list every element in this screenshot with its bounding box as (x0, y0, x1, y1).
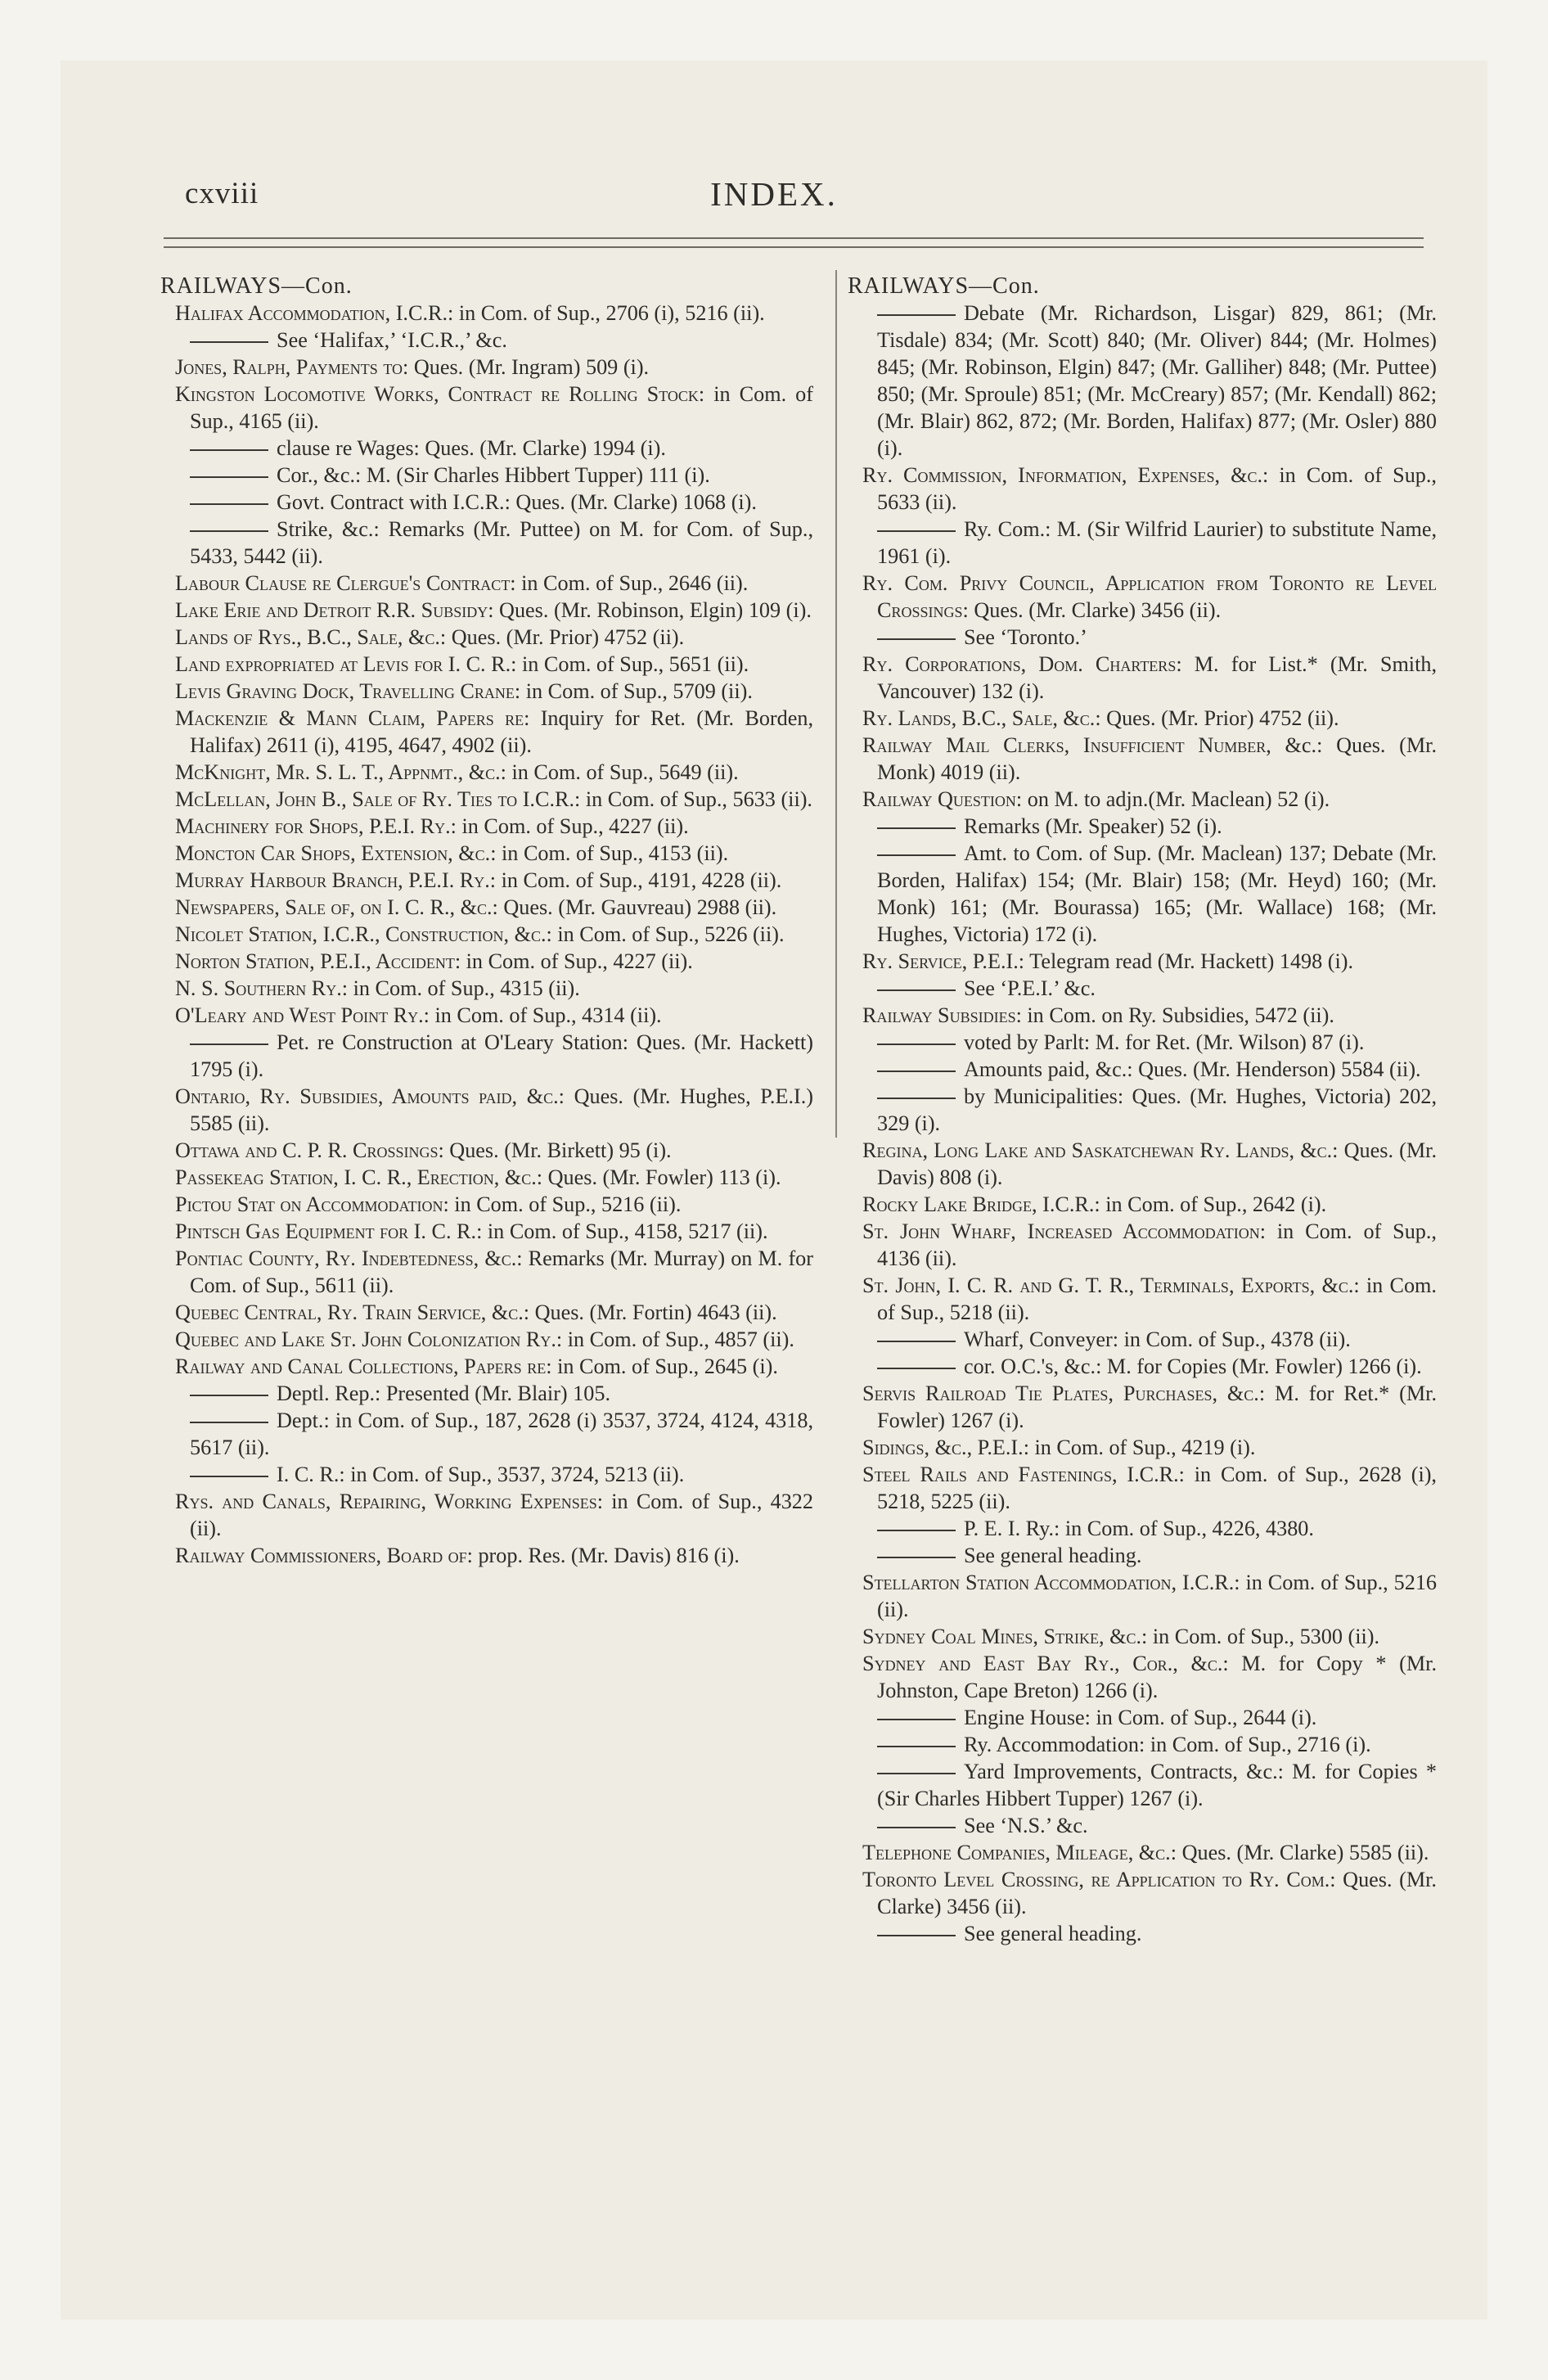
entry-heading: St. John, I. C. R. and G. T. R., Terminals, Exports, &c.: (862, 1273, 1360, 1297)
ditto-dash (190, 1044, 268, 1045)
entry-text: Strike, &c.: Remarks (Mr. Puttee) on M. for Com. of Sup., 5433, 5442 (ii). (190, 517, 813, 568)
entry-heading: McLellan, John B., Sale of Ry. Ties to I.C.R.: (175, 787, 581, 811)
index-entry (160, 1029, 813, 1083)
index-entry (160, 1002, 813, 1029)
entry-heading: Land expropriated at Levis for I. C. R.: (175, 652, 517, 676)
ditto-dash (877, 1341, 956, 1342)
index-entry (848, 1137, 1437, 1191)
entry-heading: Ry. Com. Privy Council, Application from Toronto re Level Crossings: (862, 571, 1437, 622)
entry-heading: Ry. Commission, Information, Expenses, &c.: (862, 463, 1269, 487)
index-entry (848, 570, 1437, 624)
index-entry (160, 1353, 813, 1380)
index-entry (160, 1191, 813, 1218)
entry-heading: Pintsch Gas Equipment for I. C. R.: (175, 1219, 483, 1243)
entry-text: M. for Copy * (Mr. Johnston, Cape Breton) 1266 (i). (877, 1652, 1437, 1702)
index-entry (848, 1218, 1437, 1272)
entry-text: I. C. R.: in Com. of Sup., 3537, 3724, 5213 (ii). (277, 1463, 685, 1486)
index-entry (848, 1083, 1437, 1137)
index-entry (160, 651, 813, 678)
header-rule-top (164, 237, 1424, 239)
entry-heading: Rocky Lake Bridge, I.C.R.: (862, 1192, 1100, 1216)
entry-text: M. for List.* (Mr. Smith, Vancouver) 132 (i). (877, 652, 1438, 703)
index-entry (848, 1380, 1437, 1434)
index-entry (848, 1623, 1437, 1650)
index-entry (848, 1002, 1437, 1029)
index-entry (160, 948, 813, 975)
entry-text: See ‘P.E.I.’ &c. (964, 976, 1096, 1000)
entry-text: in Com. of Sup., 4227 (ii). (461, 949, 693, 973)
entry-text: clause re Wages: Ques. (Mr. Clarke) 1994 (i). (277, 436, 666, 460)
left-section-heading: RAILWAYS—Con. (160, 273, 353, 299)
entry-heading: Nicolet Station, I.C.R., Construction, &c.: (175, 922, 552, 946)
entry-text: Ques. (Mr. Hughes, P.E.I.) 5585 (ii). (190, 1084, 813, 1135)
index-entry (160, 813, 813, 840)
index-entry (160, 786, 813, 813)
entry-heading: Halifax Accommodation, (175, 301, 391, 325)
index-entry (160, 516, 813, 570)
entry-heading: Ottawa and C. P. R. Crossings: (175, 1138, 444, 1162)
entry-text: Cor., &c.: M. (Sir Charles Hibbert Tupper) 111 (i). (277, 463, 710, 487)
index-entry (160, 1137, 813, 1164)
entry-heading: Steel Rails and Fastenings, I.C.R.: (862, 1463, 1185, 1486)
entry-heading: Ry. Service, P.E.I.: (862, 949, 1025, 973)
ditto-dash (190, 503, 268, 505)
entry-text: Ques. (Mr. Clarke) 3456 (ii). (968, 598, 1222, 622)
index-entry (160, 678, 813, 705)
entry-text: Ques. (Mr. Davis) 808 (i). (877, 1138, 1437, 1189)
entry-text: prop. Res. (Mr. Davis) 816 (i). (472, 1544, 740, 1567)
right-entry-list (848, 300, 1437, 1947)
index-entry (160, 840, 813, 867)
ditto-dash (190, 449, 268, 451)
page-title: INDEX. (710, 175, 838, 213)
entry-heading: Ry. Lands, B.C., Sale, &c.: (862, 706, 1101, 730)
entry-heading: Railway Mail Clerks, Insufficient Number, (862, 733, 1271, 757)
entry-text: Remarks (Mr. Speaker) 52 (i). (964, 814, 1222, 838)
ditto-dash (877, 1773, 956, 1774)
index-entry (848, 1515, 1437, 1542)
ditto-dash (877, 1071, 956, 1072)
column-divider (835, 270, 837, 1138)
entry-text: Ques. (Mr. Prior) 4752 (ii). (1100, 706, 1339, 730)
entry-text: Amt. to Com. of Sup. (Mr. Maclean) 137; Debate (Mr. Borden, Halifax) 154; (Mr. Blair) 158; (Mr. Heyd) 160; (Mr. Monk) 161; (Mr. Bourassa) 165; (Mr. Wallace) 168; (Mr. Hughes, Victoria) 172 (i). (877, 841, 1437, 946)
entry-heading: Pontiac County, Ry. Indebtedness, &c.: (175, 1246, 523, 1270)
index-entry (160, 462, 813, 489)
entry-text: in Com. of Sup., 5633 (ii). (877, 463, 1437, 514)
ditto-dash (877, 854, 956, 856)
entry-text: Deptl. Rep.: Presented (Mr. Blair) 105. (277, 1382, 611, 1405)
entry-text: in Com. of Sup., 4857 (ii). (562, 1327, 794, 1351)
index-entry (848, 1650, 1437, 1704)
index-entry (848, 1920, 1437, 1947)
entry-heading: Lands of Rys., B.C., Sale, &c.: (175, 625, 447, 649)
entry-heading: Ontario, Ry. Subsidies, Amounts paid, &c.: (175, 1084, 565, 1108)
entry-text: in Com. of Sup., 5218 (ii). (877, 1273, 1437, 1324)
ditto-dash (877, 1098, 956, 1099)
entry-text: in Com. of Sup., 2645 (i). (551, 1355, 778, 1378)
entry-heading: N. S. Southern Ry.: (175, 976, 349, 1000)
index-entry (160, 489, 813, 516)
entry-text: Ques. (Mr. Clarke) 3456 (ii). (877, 1868, 1437, 1918)
index-entry (160, 705, 813, 759)
entry-text: in Com. of Sup., 4165 (ii). (190, 382, 813, 433)
entry-text: in Com. of Sup., 4153 (ii). (496, 841, 729, 865)
index-entry (848, 948, 1437, 975)
ditto-dash (877, 989, 956, 991)
entry-text: Wharf, Conveyer: in Com. of Sup., 4378 (ii). (964, 1327, 1351, 1351)
index-entry (160, 1245, 813, 1299)
entry-text: in Com. of Sup., 2646 (ii). (515, 571, 749, 595)
entry-heading: Levis Graving Dock, Travelling Crane: (175, 679, 521, 703)
entry-text: See general heading. (964, 1544, 1142, 1567)
index-entry (848, 1326, 1437, 1353)
entry-text: Ques. (Mr. Fortin) 4643 (ii). (529, 1300, 777, 1324)
entry-heading: Mackenzie & Mann Claim, Papers re: (175, 706, 530, 730)
entry-text: &c.: Ques. (Mr. Monk) 4019 (ii). (877, 733, 1437, 784)
entry-text: by Municipalities: Ques. (Mr. Hughes, Victoria) 202, 329 (i). (877, 1084, 1437, 1135)
right-column (848, 273, 1437, 1947)
entry-text: Amounts paid, &c.: Ques. (Mr. Henderson) 5584 (ii). (964, 1057, 1421, 1081)
entry-text: Engine House: in Com. of Sup., 2644 (i). (964, 1706, 1317, 1729)
index-entry (848, 840, 1437, 948)
index-entry (160, 1164, 813, 1191)
index-entry (848, 300, 1437, 462)
entry-text: in Com. on Ry. Subsidies, 5472 (ii). (1021, 1003, 1334, 1027)
index-entry (160, 1542, 813, 1569)
entry-text: See ‘Toronto.’ (964, 625, 1087, 649)
ditto-dash (877, 1827, 956, 1828)
ditto-dash (877, 1746, 956, 1747)
entry-text: voted by Parlt: M. for Ret. (Mr. Wilson) 87 (i). (964, 1030, 1365, 1054)
page-number: cxviii (185, 177, 259, 210)
index-entry (160, 1299, 813, 1326)
ditto-dash (877, 1044, 956, 1045)
entry-heading: Moncton Car Shops, Extension, &c.: (175, 841, 497, 865)
index-entry (160, 1326, 813, 1353)
entry-heading: Kingston Locomotive Works, Contract re Rolling Stock: (175, 382, 705, 406)
ditto-dash (877, 827, 956, 829)
entry-heading: Toronto Level Crossing, re Application to Ry. Com.: (862, 1868, 1336, 1891)
index-entry (160, 354, 813, 381)
index-entry (848, 1839, 1437, 1866)
index-entry (848, 1542, 1437, 1569)
index-entry (848, 1191, 1437, 1218)
ditto-dash (877, 1530, 956, 1531)
entry-text: Debate (Mr. Richardson, Lisgar) 829, 861; (Mr. Tisdale) 834; (Mr. Scott) 840; (Mr. Oliver) 844; (Mr. Holmes) 845; (Mr. Robinson, Elgin) 847; (Mr. Galliher) 848; (Mr. Puttee) 850; (Mr. Sproule) 851; (Mr. McCreary) 857; (Mr. Kendall) 862; (Mr. Blair) 862, 872; (Mr. Borden, Halifax) 877; (Mr. Osler) 880 (i). (877, 301, 1437, 460)
entry-text: in Com. of Sup., 5226 (ii). (551, 922, 785, 946)
ditto-dash (877, 530, 956, 532)
entry-text: Ry. Accommodation: in Com. of Sup., 2716 (i). (964, 1733, 1371, 1756)
entry-heading: Railway and Canal Collections, Papers re: (175, 1355, 552, 1378)
entry-text: See ‘Halifax,’ ‘I.C.R.,’ &c. (277, 328, 507, 352)
entry-text: in Com. of Sup., 5709 (ii). (520, 679, 753, 703)
ditto-dash (877, 638, 956, 640)
entry-text: Ques. (Mr. Prior) 4752 (ii). (446, 625, 685, 649)
entry-text: on M. to adjn.(Mr. Maclean) 52 (i). (1022, 787, 1330, 811)
entry-text: in Com. of Sup., 4315 (ii). (348, 976, 580, 1000)
index-entry (848, 732, 1437, 786)
index-entry (848, 1272, 1437, 1326)
entry-heading: Newspapers, Sale of, on I. C. R., &c.: (175, 895, 498, 919)
index-entry (160, 1407, 813, 1461)
entry-heading: Labour Clause re Clergue's Contract: (175, 571, 516, 595)
ditto-dash (190, 476, 268, 478)
entry-text: Telegram read (Mr. Hackett) 1498 (i). (1024, 949, 1354, 973)
ditto-dash (877, 1719, 956, 1720)
index-entry (848, 1731, 1437, 1758)
index-entry (848, 705, 1437, 732)
entry-text: in Com. of Sup., 5216 (ii). (877, 1571, 1438, 1621)
entry-heading: Passekeag Station, I. C. R., Erection, &c.: (175, 1165, 543, 1189)
ditto-dash (190, 1395, 268, 1396)
entry-heading: St. John Wharf, Increased Accommodation: (862, 1219, 1267, 1243)
index-entry (160, 921, 813, 948)
index-entry (160, 381, 813, 435)
entry-text: in Com. of Sup., 5216 (ii). (448, 1192, 682, 1216)
index-entry (160, 1380, 813, 1407)
entry-heading: Ry. Corporations, Dom. Charters: (862, 652, 1182, 676)
entry-heading: Norton Station, P.E.I., Accident: (175, 949, 461, 973)
entry-heading: Telephone Companies, Mileage, &c.: (862, 1841, 1177, 1864)
index-entry (160, 1218, 813, 1245)
entry-heading: Quebec Central, Ry. Train Service, &c.: (175, 1300, 530, 1324)
index-entry (160, 894, 813, 921)
index-entry (848, 624, 1437, 651)
index-entry (848, 1434, 1437, 1461)
entry-heading: O'Leary and West Point Ry.: (175, 1003, 430, 1027)
index-entry (160, 1461, 813, 1488)
index-entry (160, 624, 813, 651)
entry-text: in Com. of Sup., 4227 (ii). (456, 814, 689, 838)
entry-text: Ques. (Mr. Gauvreau) 2988 (ii). (497, 895, 777, 919)
index-entry (848, 975, 1437, 1002)
entry-text: See ‘N.S.’ &c. (964, 1814, 1088, 1837)
ditto-dash (190, 1476, 268, 1477)
entry-text: in Com. of Sup., 4191, 4228 (ii). (496, 868, 782, 892)
ditto-dash (190, 341, 268, 343)
index-entry (160, 435, 813, 462)
index-entry (848, 516, 1437, 570)
index-entry (160, 975, 813, 1002)
entry-text: in Com. of Sup., 5649 (ii). (506, 760, 739, 784)
header-rule-bottom (164, 246, 1424, 248)
ditto-dash (877, 1368, 956, 1369)
entry-heading: Sydney and East Bay Ry., Cor., &c.: (862, 1652, 1229, 1675)
index-entry (160, 570, 813, 597)
index-entry (848, 1812, 1437, 1839)
entry-text: in Com. of Sup., 4158, 5217 (ii). (482, 1219, 768, 1243)
entry-text: in Com. of Sup., 4322 (ii). (190, 1490, 813, 1540)
entry-text: Ques. (Mr. Clarke) 5585 (ii). (1177, 1841, 1429, 1864)
entry-text: M. for Ret.* (Mr. Fowler) 1267 (i). (877, 1382, 1438, 1432)
entry-heading: Regina, Long Lake and Saskatchewan Ry. Lands, &c.: (862, 1138, 1339, 1162)
index-entry (160, 300, 813, 327)
index-entry (848, 813, 1437, 840)
ditto-dash (877, 1557, 956, 1558)
index-entry (848, 1056, 1437, 1083)
left-entry-list (160, 300, 813, 1569)
entry-text: Dept.: in Com. of Sup., 187, 2628 (i) 3537, 3724, 4124, 4318, 5617 (ii). (190, 1409, 813, 1459)
entry-heading: Stellarton Station Accommodation, I.C.R.: (862, 1571, 1240, 1594)
entry-text: P. E. I. Ry.: in Com. of Sup., 4226, 4380. (964, 1517, 1314, 1540)
entry-text: Ques. (Mr. Birkett) 95 (i). (443, 1138, 672, 1162)
index-entry (160, 1488, 813, 1542)
entry-text: in Com. of Sup., 2642 (i). (1100, 1192, 1327, 1216)
index-entry (848, 1569, 1437, 1623)
entry-text: Govt. Contract with I.C.R.: Ques. (Mr. Clarke) 1068 (i). (277, 490, 757, 514)
entry-heading: Quebec and Lake St. John Colonization Ry.: (175, 1327, 563, 1351)
entry-text: in Com. of Sup., 4219 (i). (1028, 1436, 1256, 1459)
index-entry (160, 867, 813, 894)
entry-heading: Sidings, &c., P.E.I.: (862, 1436, 1029, 1459)
ditto-dash (190, 1422, 268, 1423)
entry-heading: Machinery for Shops, P.E.I. Ry.: (175, 814, 457, 838)
index-entry (848, 1029, 1437, 1056)
entry-heading: Murray Harbour Branch, P.E.I. Ry.: (175, 868, 497, 892)
entry-heading: Rys. and Canals, Repairing, Working Expenses: (175, 1490, 604, 1513)
entry-text: in Com. of Sup., 5651 (ii). (516, 652, 749, 676)
entry-text: Ques. (Mr. Ingram) 509 (i). (408, 355, 650, 379)
index-entry (848, 786, 1437, 813)
entry-heading: Jones, Ralph, Payments to: (175, 355, 409, 379)
index-entry (160, 327, 813, 354)
entry-text: cor. O.C.'s, &c.: M. for Copies (Mr. Fowler) 1266 (i). (964, 1355, 1422, 1378)
index-entry (160, 597, 813, 624)
entry-text: in Com. of Sup., 4136 (ii). (877, 1219, 1437, 1270)
entry-text: Inquiry for Ret. (Mr. Borden, Halifax) 2611 (i), 4195, 4647, 4902 (ii). (190, 706, 813, 757)
ditto-dash (877, 1935, 956, 1936)
entry-heading: Railway Subsidies: (862, 1003, 1022, 1027)
right-section-heading: RAILWAYS—Con. (848, 273, 1040, 299)
entry-heading: Pictou Stat on Accommodation: (175, 1192, 449, 1216)
entry-text: Yard Improvements, Contracts, &c.: M. for Copies * (Sir Charles Hibbert Tupper) 1267 (i). (877, 1760, 1437, 1810)
index-entry (848, 1704, 1437, 1731)
ditto-dash (190, 530, 268, 532)
index-entry (848, 462, 1437, 516)
entry-text: Pet. re Construction at O'Leary Station: Ques. (Mr. Hackett) 1795 (i). (190, 1030, 813, 1081)
entry-text: Remarks (Mr. Murray) on M. for Com. of Sup., 5611 (ii). (190, 1246, 813, 1297)
entry-heading: Railway Question: (862, 787, 1023, 811)
ditto-dash (877, 314, 956, 316)
entry-heading: Railway Commissioners, Board of: (175, 1544, 473, 1567)
entry-heading: Lake Erie and Detroit R.R. Subsidy: (175, 598, 494, 622)
entry-text: Ques. (Mr. Robinson, Elgin) 109 (i). (493, 598, 812, 622)
index-entry (848, 1461, 1437, 1515)
index-entry (848, 651, 1437, 705)
left-column (160, 273, 813, 1569)
index-entry (848, 1866, 1437, 1920)
entry-heading: McKnight, Mr. S. L. T., Appnmt., &c.: (175, 760, 506, 784)
entry-text: in Com. of Sup., 2628 (i), 5218, 5225 (ii). (877, 1463, 1437, 1513)
entry-text: in Com. of Sup., 4314 (ii). (429, 1003, 662, 1027)
entry-heading: Sydney Coal Mines, Strike, &c.: (862, 1625, 1148, 1648)
index-entry (160, 1083, 813, 1137)
entry-text: Ques. (Mr. Fowler) 113 (i). (542, 1165, 781, 1189)
entry-text: I.C.R.: in Com. of Sup., 2706 (i), 5216 (ii). (390, 301, 765, 325)
entry-text: in Com. of Sup., 5300 (ii). (1147, 1625, 1380, 1648)
entry-text: Ry. Com.: M. (Sir Wilfrid Laurier) to substitute Name, 1961 (i). (877, 517, 1437, 568)
index-entry (848, 1353, 1437, 1380)
index-entry (848, 1758, 1437, 1812)
entry-heading: Servis Railroad Tie Plates, Purchases, &c.: (862, 1382, 1266, 1405)
entry-text: See general heading. (964, 1922, 1142, 1945)
entry-text: in Com. of Sup., 5633 (ii). (580, 787, 812, 811)
index-entry (160, 759, 813, 786)
